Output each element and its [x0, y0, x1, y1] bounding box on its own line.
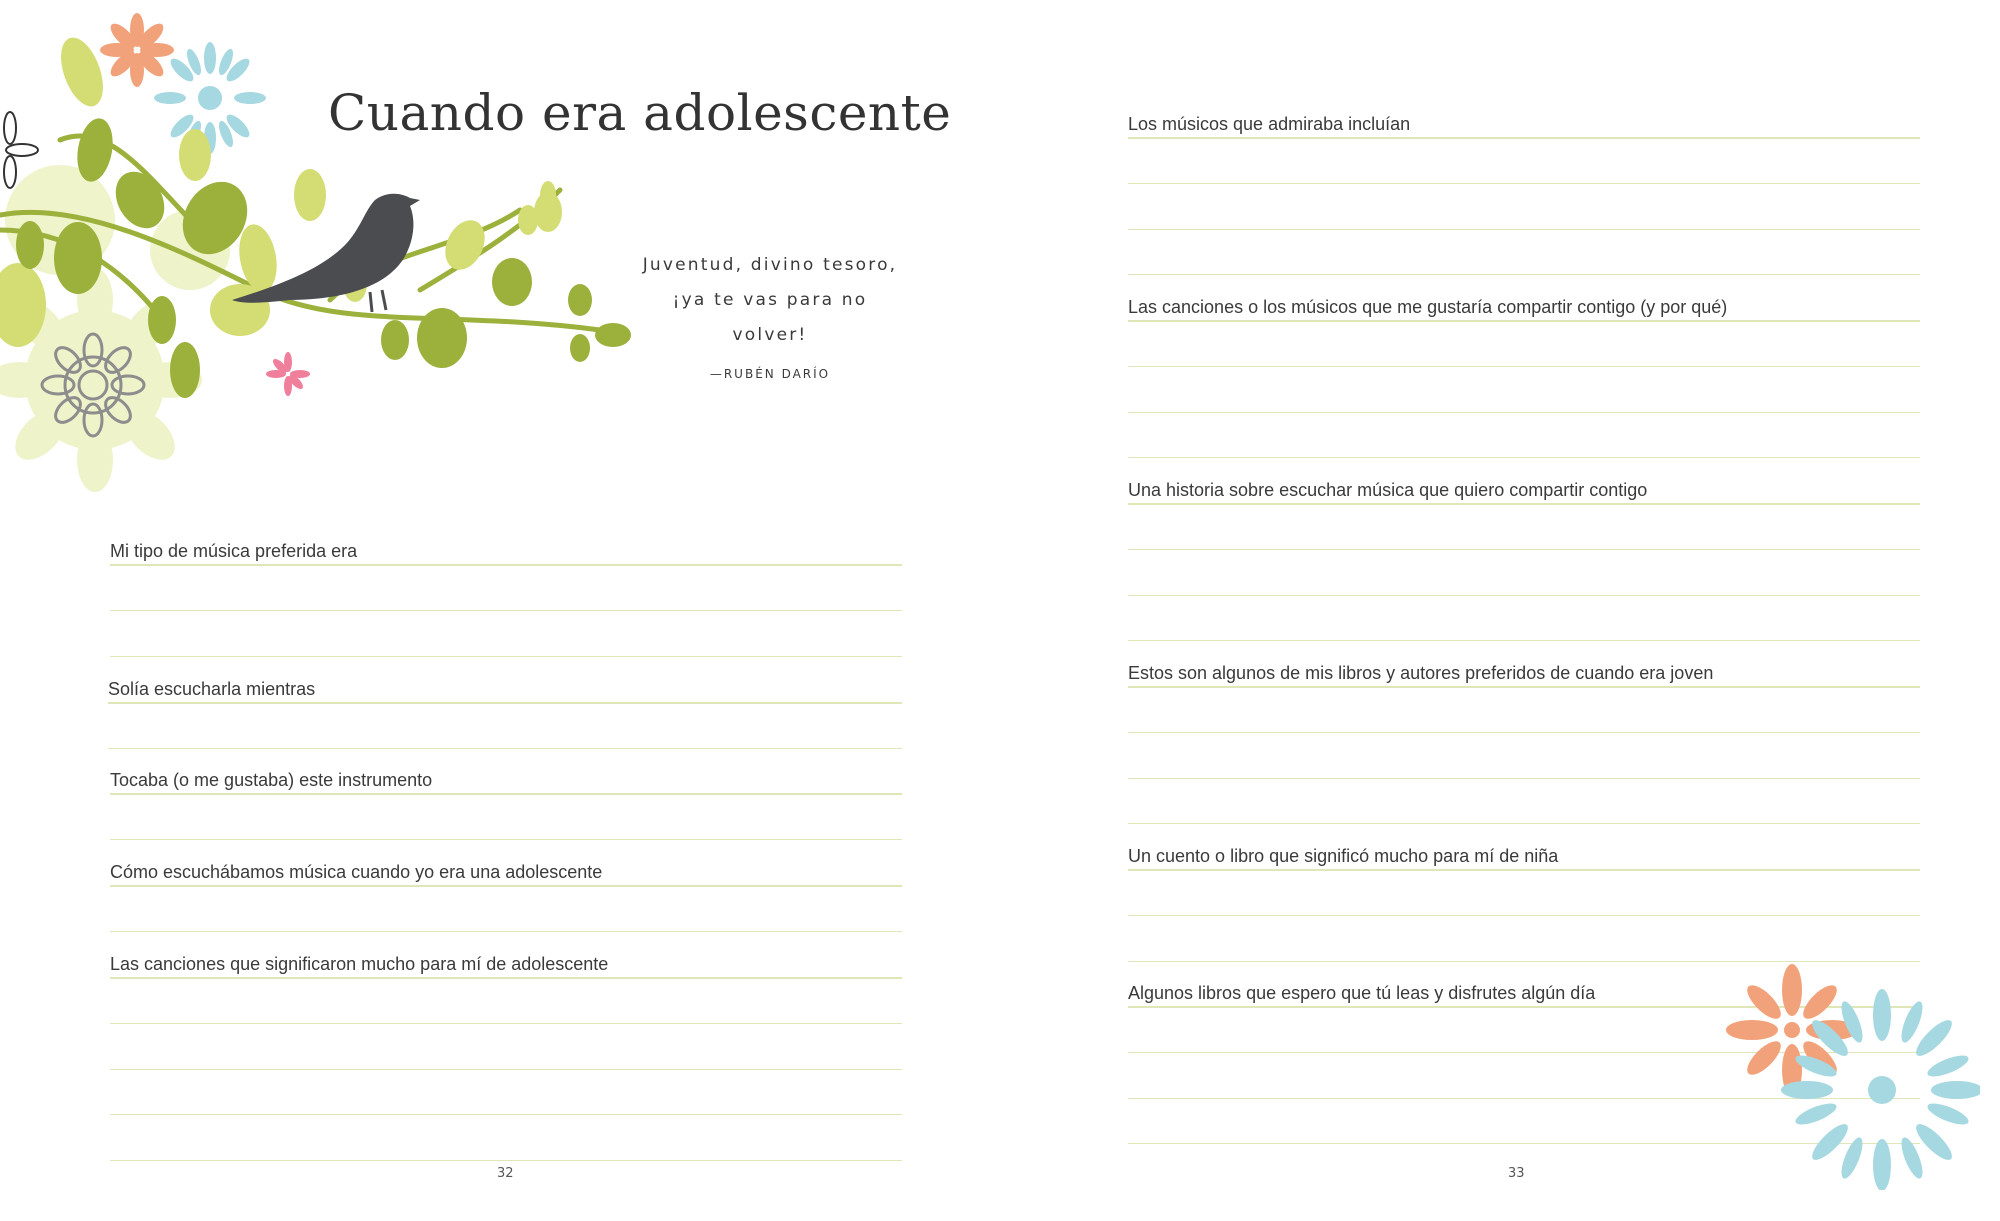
- answer-line[interactable]: [1128, 871, 1920, 917]
- answer-line[interactable]: [110, 566, 902, 612]
- answer-line[interactable]: [1128, 596, 1920, 642]
- answer-line[interactable]: [1128, 505, 1920, 551]
- quote-line-2: ¡ya te vas para no volver!: [672, 290, 868, 345]
- answer-line[interactable]: [110, 887, 902, 933]
- answer-line[interactable]: [1128, 550, 1920, 596]
- answer-line[interactable]: [1128, 367, 1920, 413]
- answer-line[interactable]: [110, 795, 902, 841]
- prompt-admired-musicians: [1128, 93, 1920, 139]
- answer-line[interactable]: [108, 658, 902, 704]
- answer-line[interactable]: [1128, 184, 1920, 230]
- page-number: 33: [1508, 1166, 1525, 1181]
- prompt-listened-while: [108, 658, 902, 704]
- quote-author: —RUBÉN DARÍO: [709, 367, 831, 381]
- prompt-label: Una historia sobre escuchar música que quiero compartir contigo: [1128, 480, 1659, 501]
- blue-flower-icon: [154, 42, 266, 154]
- answer-line[interactable]: [1128, 322, 1920, 368]
- answer-line[interactable]: [1128, 230, 1920, 276]
- prompt-how-listened: [110, 841, 902, 887]
- quote-line-1: Juventud, divino tesoro,: [642, 255, 898, 275]
- orange-flower-icon: [100, 13, 174, 87]
- prompt-songs-to-share: [1128, 276, 1920, 322]
- blue-flower-icon: [1781, 989, 1980, 1190]
- prompt-label: Tocaba (o me gustaba) este instrumento: [110, 770, 444, 791]
- answer-line[interactable]: [110, 979, 902, 1025]
- answer-line[interactable]: [1128, 139, 1920, 185]
- page-number: 32: [497, 1166, 514, 1181]
- prompt-meaningful-book: [1128, 825, 1920, 871]
- prompt-label: Solía escucharla mientras: [108, 679, 327, 700]
- prompt-label: Las canciones que significaron mucho para mí de adolescente: [110, 954, 620, 975]
- prompt-favorite-books: [1128, 642, 1920, 688]
- answer-line[interactable]: [110, 841, 902, 887]
- prompt-label: Algunos libros que espero que tú leas y disfrutes algún día: [1128, 983, 1607, 1004]
- answer-line[interactable]: [110, 611, 902, 657]
- answer-line[interactable]: [110, 520, 902, 566]
- prompt-instrument: [110, 749, 902, 795]
- answer-line[interactable]: [1128, 825, 1920, 871]
- answer-line[interactable]: [1128, 93, 1920, 139]
- answer-line[interactable]: [1128, 276, 1920, 322]
- prompt-label: Un cuento o libro que significó mucho para mí de niña: [1128, 846, 1570, 867]
- answer-line[interactable]: [1128, 688, 1920, 734]
- flower-cluster-illustration: [1720, 960, 1980, 1190]
- answer-line[interactable]: [110, 1115, 902, 1161]
- prompt-favorite-music: [110, 520, 902, 566]
- answer-line[interactable]: [1128, 642, 1920, 688]
- prompt-label: Las canciones o los músicos que me gustaría compartir contigo (y por qué): [1128, 297, 1739, 318]
- answer-line[interactable]: [1128, 779, 1920, 825]
- prompt-music-story: [1128, 459, 1920, 505]
- prompt-label: Estos son algunos de mis libros y autores preferidos de cuando era joven: [1128, 663, 1725, 684]
- orange-flower-icon: [1726, 964, 1858, 1096]
- answer-line[interactable]: [1128, 413, 1920, 459]
- answer-line[interactable]: [110, 1070, 902, 1116]
- answer-line[interactable]: [110, 1024, 902, 1070]
- prompt-meaningful-songs: [110, 933, 902, 979]
- pink-flower-icon: [266, 352, 310, 396]
- answer-line[interactable]: [1128, 733, 1920, 779]
- prompt-label: Mi tipo de música preferida era: [110, 541, 369, 562]
- bird-branch-illustration: [0, 0, 640, 510]
- prompt-label: Cómo escuchábamos música cuando yo era una adolescente: [110, 862, 614, 883]
- answer-line[interactable]: [108, 704, 902, 750]
- right-page: [1000, 0, 2000, 1221]
- answer-line[interactable]: [110, 933, 902, 979]
- page-title: Cuando era adolescente: [328, 84, 952, 142]
- prompt-label: Los músicos que admiraba incluían: [1128, 114, 1422, 135]
- epigraph: [640, 248, 900, 381]
- answer-line[interactable]: [1128, 459, 1920, 505]
- answer-line[interactable]: [110, 749, 902, 795]
- answer-line[interactable]: [1128, 916, 1920, 962]
